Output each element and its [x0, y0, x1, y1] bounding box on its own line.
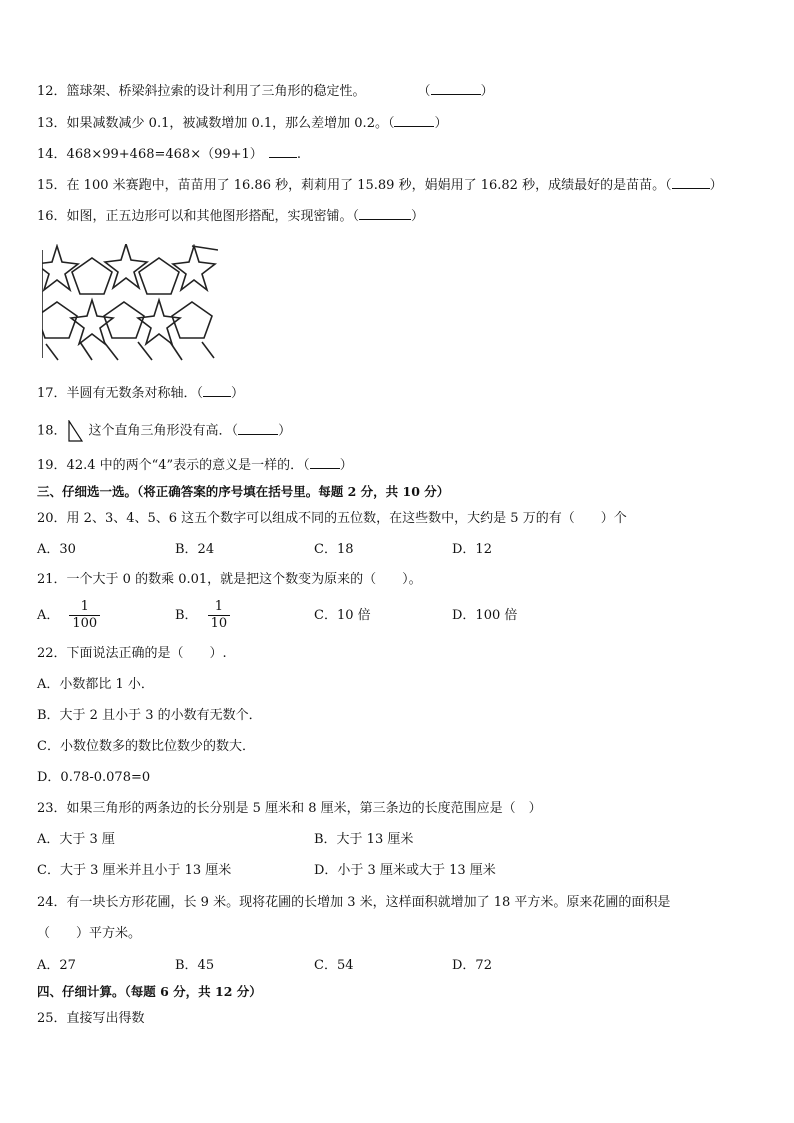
q24-option-b[interactable]: B．45 [175, 958, 215, 973]
q23-option-d[interactable]: D．小于 3 厘米或大于 13 厘米 [314, 863, 496, 878]
question-24: 24．有一块长方形花圃，长 9 米。现将花圃的长增加 3 米，这样面积就增加了 18 平方米。原来花圃的面积是 [37, 895, 671, 910]
answer-blank[interactable] [238, 422, 278, 435]
question-18-text: 这个直角三角形没有高．（ [88, 423, 239, 439]
q23-option-a[interactable]: A．大于 3 厘 [37, 832, 115, 847]
q21-option-d[interactable]: D．100 倍 [452, 608, 518, 623]
question-16-text: 16．如图，正五边形可以和其他图形搭配，实现密铺。（ [37, 209, 360, 224]
pentagon-tessellation-figure [42, 244, 218, 362]
q20-option-a[interactable]: A．30 [37, 542, 76, 557]
answer-blank[interactable] [672, 176, 710, 189]
question-13: 13．如果减数减少 0.1，被减数增加 0.1，那么差增加 0.2。（ ） [37, 116, 448, 131]
question-21: 21．一个大于 0 的数乘 0.01，就是把这个数变为原来的（ ）。 [37, 572, 422, 587]
q22-option-a[interactable]: A．小数都比 1 小． [37, 677, 154, 692]
section-3-heading: 三、仔细选一选。（将正确答案的序号填在括号里。每题 2 分，共 10 分） [37, 484, 450, 499]
q20-option-b[interactable]: B．24 [175, 542, 215, 557]
question-19: 19．42.4 中的两个“4”表示的意义是一样的．（ ） [37, 458, 353, 473]
q21-option-a[interactable]: A． $\frac{1}{100}$ [37, 598, 100, 634]
section-4-heading: 四、仔细计算。（每题 6 分，共 12 分） [37, 984, 262, 999]
q22-option-c[interactable]: C．小数位数多的数比位数少的数大． [37, 739, 255, 754]
answer-blank[interactable] [269, 145, 297, 158]
question-14-text: 14．468×99+468=468×（99+1） [37, 147, 263, 162]
q23-option-b[interactable]: B．大于 13 厘米 [314, 832, 414, 847]
q23-option-c[interactable]: C．大于 3 厘米并且小于 13 厘米 [37, 863, 232, 878]
question-14: 14．468×99+468=468×（99+1） . [37, 147, 301, 162]
answer-blank[interactable] [310, 456, 340, 469]
question-18: 18． 这个直角三角形没有高．（ ） [37, 420, 291, 442]
answer-blank[interactable] [394, 114, 434, 127]
question-18-number: 18． [37, 423, 67, 439]
question-24-continued: （ ）平方米。 [37, 926, 142, 941]
answer-blank[interactable] [203, 384, 231, 397]
question-17-text: 17．半圆有无数条对称轴．（ [37, 386, 204, 401]
question-22: 22．下面说法正确的是（ ）. [37, 646, 227, 661]
question-19-text: 19．42.4 中的两个“4”表示的意义是一样的．（ [37, 458, 310, 473]
question-12-text: 12．篮球架、桥梁斜拉索的设计利用了三角形的稳定性。 [37, 84, 366, 99]
q20-option-c[interactable]: C．18 [314, 542, 354, 557]
answer-blank[interactable] [431, 82, 481, 95]
q24-option-c[interactable]: C．54 [314, 958, 354, 973]
question-20: 20．用 2、3、4、5、6 这五个数字可以组成不同的五位数，在这些数中，大约是 5 万的有（ ）个 [37, 511, 627, 526]
question-23: 23．如果三角形的两条边的长分别是 5 厘米和 8 厘米，第三条边的长度范围应是（ ） [37, 801, 542, 816]
question-15: 15．在 100 米赛跑中，苗苗用了 16.86 秒，莉莉用了 15.89 秒，娟娟用了 16.82 秒，成绩最好的是苗苗。（ ） [37, 178, 723, 193]
question-16: 16．如图，正五边形可以和其他图形搭配，实现密铺。（ ） [37, 209, 425, 224]
q22-option-d[interactable]: D．0.78-0.078=0 [37, 770, 151, 785]
question-25: 25．直接写出得数 [37, 1011, 145, 1026]
right-triangle-icon [67, 420, 83, 442]
answer-blank[interactable] [359, 207, 411, 220]
q22-option-b[interactable]: B．大于 2 且小于 3 的小数有无数个． [37, 708, 262, 723]
question-15-text: 15．在 100 米赛跑中，苗苗用了 16.86 秒，莉莉用了 15.89 秒，娟娟用了 16.82 秒，成绩最好的是苗苗。（ [37, 178, 672, 193]
q24-option-d[interactable]: D．72 [452, 958, 492, 973]
question-17: 17．半圆有无数条对称轴．（ ） [37, 386, 245, 401]
q24-option-a[interactable]: A．27 [37, 958, 76, 973]
fraction-one-hundredth: $\frac{1}{100}$ [69, 599, 100, 632]
q21-option-c[interactable]: C．10 倍 [314, 608, 371, 623]
question-12: 12．篮球架、桥梁斜拉索的设计利用了三角形的稳定性。 （ ） [37, 84, 494, 99]
q20-option-d[interactable]: D．12 [452, 542, 492, 557]
question-13-text: 13．如果减数减少 0.1，被减数增加 0.1，那么差增加 0.2。（ [37, 116, 395, 131]
fraction-one-tenth: $\frac{1}{10}$ [208, 599, 231, 632]
q21-option-b[interactable]: B． $\frac{1}{10}$ [175, 598, 230, 634]
